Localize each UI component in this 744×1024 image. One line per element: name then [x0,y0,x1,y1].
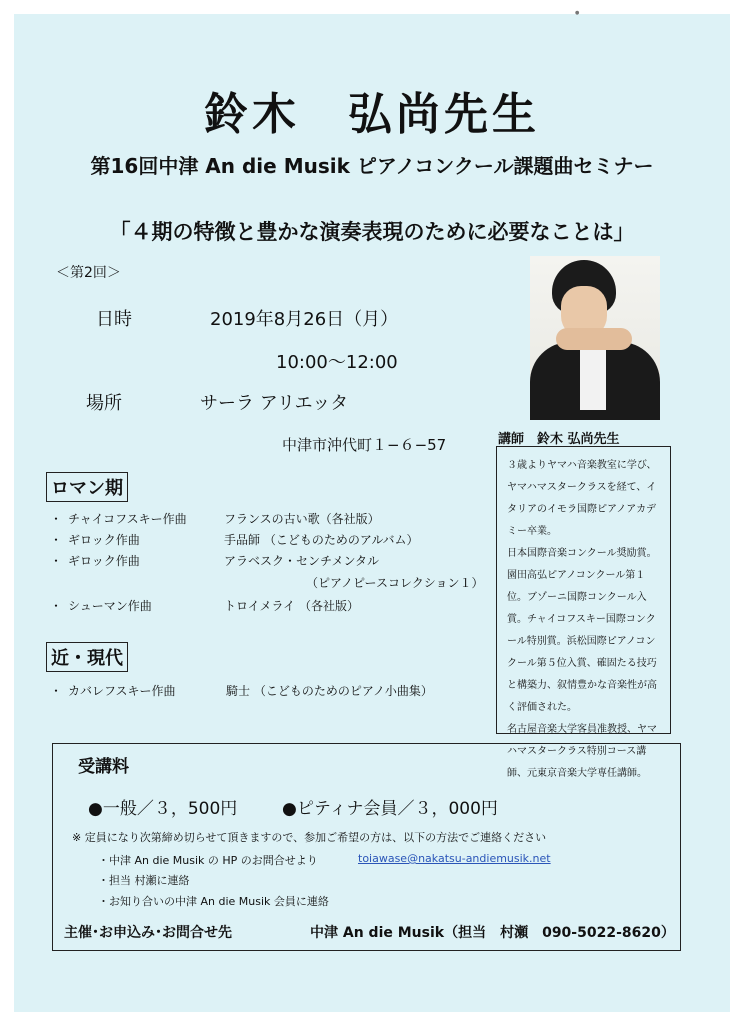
piece-title: トロイメライ （各社版） [224,599,359,613]
fee-member: ●ピティナ会員／３，000円 [282,799,498,819]
piece-composer: カバレフスキー作曲 [68,684,176,698]
place-value: サーラ アリエッタ [200,393,349,414]
piece-title: フランスの古い歌（各社版） [224,512,380,526]
piece-bullet: ・ [50,599,63,613]
piece-title: 騎士 （こどものためのピアノ小曲集） [226,684,433,698]
piece-bullet: ・ [50,554,63,568]
scan-speck: ● [575,10,580,16]
contact-method: ・中津 An die Musik の HP のお問合せより [98,854,318,867]
fee-note: ※ 定員になり次第締め切らせて頂きますので、参加ご希望の方は、以下の方法でご連絡ください [72,831,547,844]
piece-bullet: ・ [50,684,63,698]
place-label: 場所 [86,393,122,414]
seminar-theme: 「４期の特徴と豊かな演奏表現のために必要なことは」 [109,220,635,244]
contact-method: ・お知り合いの中津 An die Musik 会員に連絡 [98,895,329,908]
piece-composer: ギロック作曲 [68,533,140,547]
bio-paragraph: ３歳よりヤマハ音楽教室に学び、ヤマハマスタークラスを経て、イタリアのイモラ国際ピアノアカデミー卒業。 [507,460,657,537]
fee-title: 受講料 [78,757,129,777]
piece-title-continued: （ピアノピースコレクション１） [306,576,484,590]
contact-email-link[interactable]: toiawase@nakatsu-andiemusik.net [358,852,551,865]
contact-method: ・担当 村瀬に連絡 [98,874,190,887]
modern-heading: 近・現代 [46,642,128,672]
piece-title: 手品師 （こどものためのアルバム） [224,533,419,547]
piece-bullet: ・ [50,533,63,547]
date-label: 日時 [96,309,132,330]
instructor-photo [530,256,660,420]
instructor-caption: 講師 鈴木 弘尚先生 [498,432,620,447]
page-title: 鈴木 弘尚先生 [204,89,540,140]
piece-title: アラベスク・センチメンタル [224,554,380,568]
instructor-bio [496,446,671,779]
bio-paragraph: 日本国際音楽コンクール奨励賞。 [507,548,657,559]
session-number: ＜第2回＞ [56,265,121,281]
bio-paragraph: 園田高弘ピアノコンクール第１位。ブゾーニ国際コンクール入賞。チャイコフスキー国際コンクール特別賞。浜松国際ピアノコンクール第５位入賞、確固たる技巧と構築力、叙情豊かな音楽性が高く評価された。 [507,570,657,713]
piece-composer: シューマン作曲 [68,599,152,613]
piece-composer: ギロック作曲 [68,554,140,568]
fee-general: ●一般／３，500円 [88,799,238,819]
seminar-subtitle: 第16回中津 An die Musik ピアノコンクール課題曲セミナー [90,154,654,178]
bio-paragraph: 名古屋音楽大学客員准教授、ヤマハマスタークラス特別コース講師、元東京音楽大学専任講師。 [507,724,657,779]
time-value: 10:00〜12:00 [276,352,398,373]
fee-box [52,743,681,951]
address: 中津市沖代町１−６−57 [282,436,447,454]
romantic-heading: ロマン期 [46,472,128,502]
date-value: 2019年8月26日（月） [210,309,399,330]
piece-composer: チャイコフスキー作曲 [68,512,187,526]
organizer-label: 主催･お申込み･お問合せ先 [64,925,232,941]
organizer-value: 中津 An die Musik（担当 村瀬 090-5022-8620） [310,925,675,941]
piece-bullet: ・ [50,512,63,526]
